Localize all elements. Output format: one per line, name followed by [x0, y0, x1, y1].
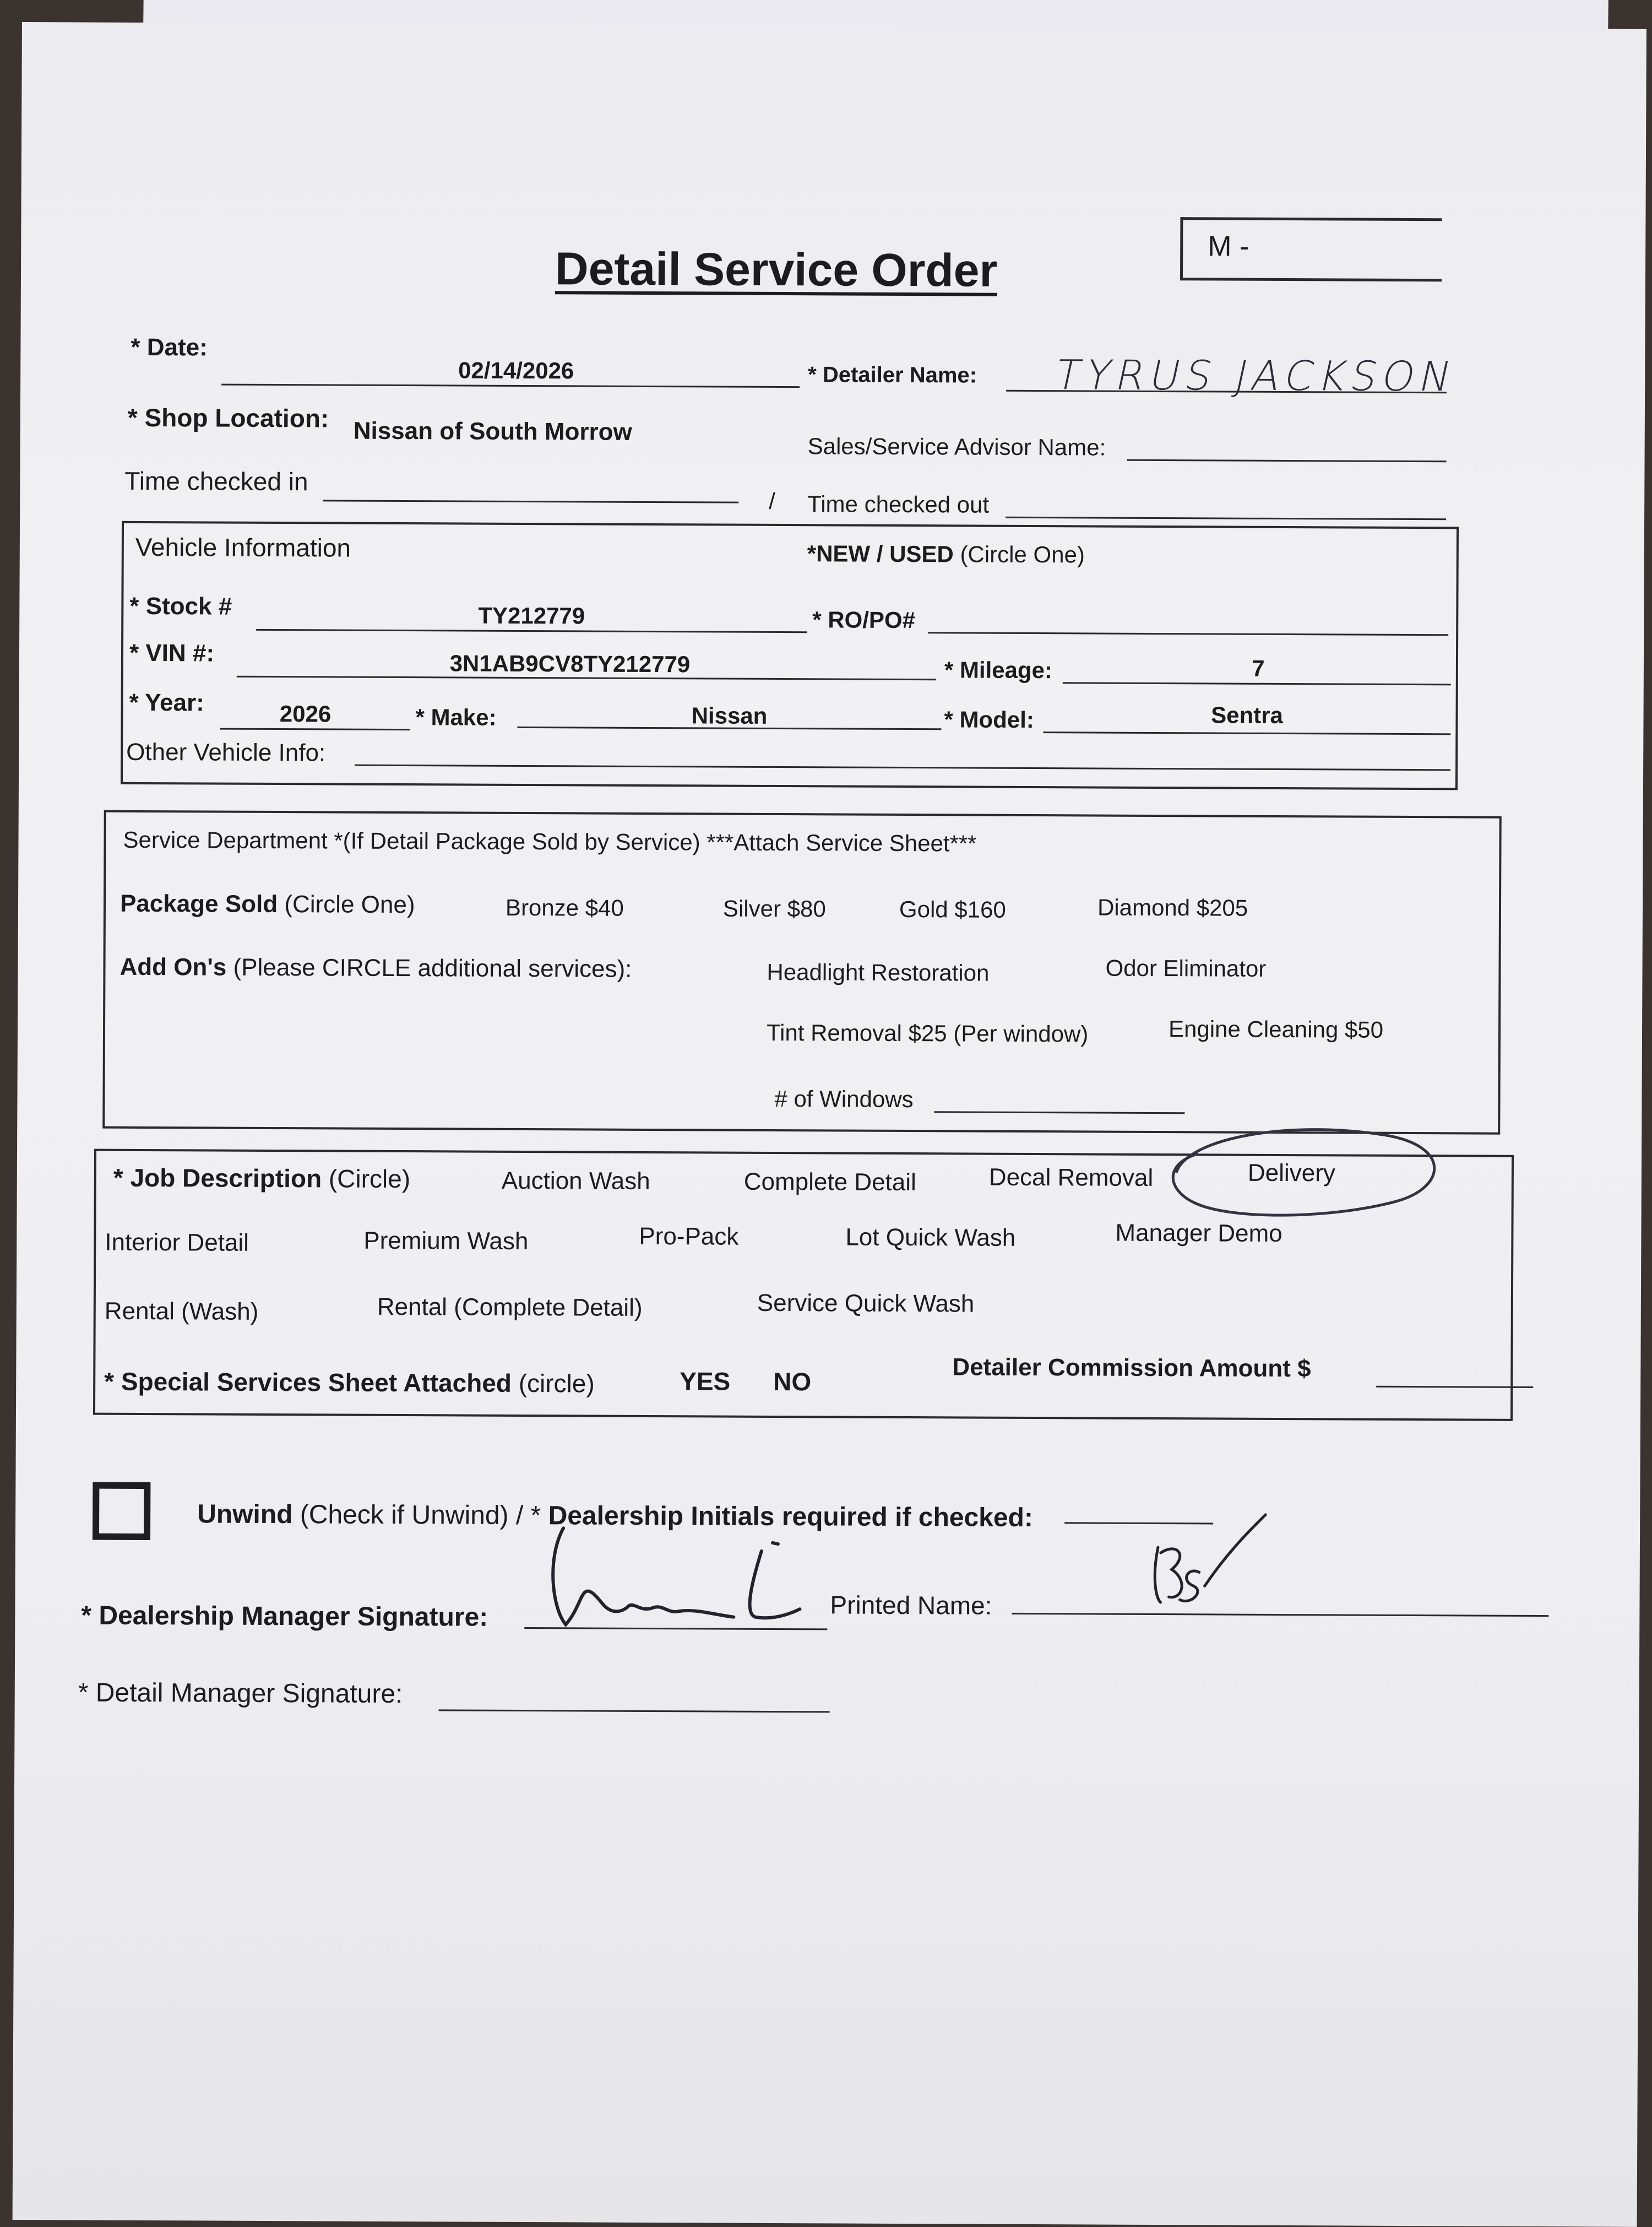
initials-label: Dealership Initials required if checked: [548, 1501, 1034, 1533]
make-label: * Make: [415, 704, 497, 730]
addon-tint-removal[interactable]: Tint Removal $25 (Per window) [766, 1019, 1089, 1047]
job-pro-pack[interactable]: Pro-Pack [639, 1222, 739, 1250]
printed-name-line[interactable] [1012, 1613, 1548, 1617]
unwind-hint: (Check if Unwind) / * [300, 1500, 541, 1531]
year-value[interactable]: 2026 [279, 701, 332, 727]
addons-hint: (Please CIRCLE additional services): [233, 953, 632, 983]
special-services-title: * Special Services Sheet Attached [104, 1367, 512, 1397]
time-in-line[interactable] [323, 500, 738, 503]
ro-po-label: * RO/PO# [812, 606, 916, 633]
mileage-value[interactable]: 7 [1252, 655, 1265, 681]
job-interior-detail[interactable]: Interior Detail [105, 1228, 249, 1256]
advisor-name-label: Sales/Service Advisor Name: [807, 433, 1106, 460]
date-line [221, 384, 800, 388]
package-silver[interactable]: Silver $80 [722, 895, 826, 922]
time-out-label: Time checked out [807, 491, 990, 518]
package-gold[interactable]: Gold $160 [899, 896, 1006, 923]
service-dept-heading: Service Department *(If Detail Package Sold by Service) ***Attach Service Sheet*** [123, 826, 977, 857]
time-out-line[interactable] [1006, 517, 1446, 520]
detail-manager-signature-line[interactable] [439, 1709, 830, 1713]
job-description-hint: (Circle) [328, 1164, 411, 1194]
detailer-name-label: * Detailer Name: [808, 362, 977, 388]
model-label: * Model: [944, 706, 1034, 733]
order-number-label: M - [1208, 230, 1249, 263]
detail-manager-signature-label: * Detail Manager Signature: [78, 1678, 403, 1709]
delivery-circle-mark [1165, 1115, 1452, 1226]
job-rental-complete-detail[interactable]: Rental (Complete Detail) [377, 1293, 643, 1321]
shop-location-label: * Shop Location: [127, 403, 329, 433]
job-decal-removal[interactable]: Decal Removal [988, 1163, 1154, 1191]
job-premium-wash[interactable]: Premium Wash [363, 1227, 529, 1255]
special-services-label [104, 1367, 595, 1399]
package-bronze[interactable]: Bronze $40 [505, 894, 624, 921]
special-services-yes[interactable]: YES [680, 1367, 731, 1396]
manager-signature [541, 1520, 828, 1648]
job-service-quick-wash[interactable]: Service Quick Wash [757, 1289, 975, 1318]
special-services-hint: (circle) [518, 1368, 595, 1398]
package-sold-hint: (Circle One) [284, 891, 415, 919]
package-sold-label [120, 890, 415, 919]
vin-label: * VIN #: [129, 639, 215, 667]
job-delivery[interactable]: Delivery [1247, 1159, 1335, 1187]
job-lot-quick-wash[interactable]: Lot Quick Wash [845, 1223, 1016, 1251]
job-auction-wash[interactable]: Auction Wash [501, 1167, 650, 1195]
unwind-checkbox[interactable] [93, 1482, 150, 1540]
unwind-title: Unwind [197, 1499, 293, 1530]
windows-count-label: # of Windows [774, 1085, 914, 1113]
printed-name-initials [1138, 1503, 1271, 1619]
new-used-label: *NEW / USED [807, 540, 954, 567]
make-value[interactable]: Nissan [691, 702, 768, 729]
addons-title: Add On's [119, 953, 227, 981]
addon-headlight-restoration[interactable]: Headlight Restoration [767, 958, 990, 986]
order-number-box[interactable] [1180, 217, 1442, 281]
package-sold-title: Package Sold [119, 890, 278, 918]
job-rental-wash[interactable]: Rental (Wash) [104, 1297, 259, 1325]
stock-value[interactable]: TY212779 [478, 602, 585, 629]
job-description-label [113, 1163, 411, 1194]
form-title: Detail Service Order [555, 242, 998, 296]
model-value[interactable]: Sentra [1211, 702, 1283, 729]
addon-engine-cleaning[interactable]: Engine Cleaning $50 [1168, 1016, 1384, 1043]
job-description-title: * Job Description [113, 1163, 322, 1193]
new-used-hint: (Circle One) [960, 541, 1085, 568]
manager-signature-label: * Dealership Manager Signature: [81, 1601, 488, 1632]
other-info-label: Other Vehicle Info: [126, 738, 326, 767]
addons-label [119, 953, 632, 983]
advisor-name-line[interactable] [1127, 459, 1447, 463]
time-separator: / [769, 487, 775, 514]
vehicle-info-heading: Vehicle Information [135, 532, 351, 562]
vin-value[interactable]: 3N1AB9CV8TY212779 [449, 650, 691, 678]
addon-odor-eliminator[interactable]: Odor Eliminator [1105, 955, 1267, 982]
printed-name-label: Printed Name: [830, 1590, 992, 1620]
service-order-form [13, 22, 1646, 2227]
date-value[interactable]: 02/14/2026 [458, 357, 574, 384]
mileage-label: * Mileage: [944, 657, 1053, 684]
time-in-label: Time checked in [124, 466, 308, 496]
shop-location-value[interactable]: Nissan of South Morrow [353, 417, 632, 446]
year-label: * Year: [129, 689, 204, 717]
job-manager-demo[interactable]: Manager Demo [1115, 1219, 1283, 1248]
package-diamond[interactable]: Diamond $205 [1097, 894, 1248, 921]
special-services-no[interactable]: NO [773, 1367, 812, 1396]
job-complete-detail[interactable]: Complete Detail [743, 1168, 916, 1196]
commission-label: Detailer Commission Amount $ [952, 1353, 1311, 1383]
stock-label: * Stock # [129, 592, 232, 620]
new-used-selector[interactable] [807, 540, 1085, 568]
date-label: * Date: [131, 333, 208, 361]
detailer-name-value[interactable]: TYRUS JACKSON [1050, 351, 1461, 401]
